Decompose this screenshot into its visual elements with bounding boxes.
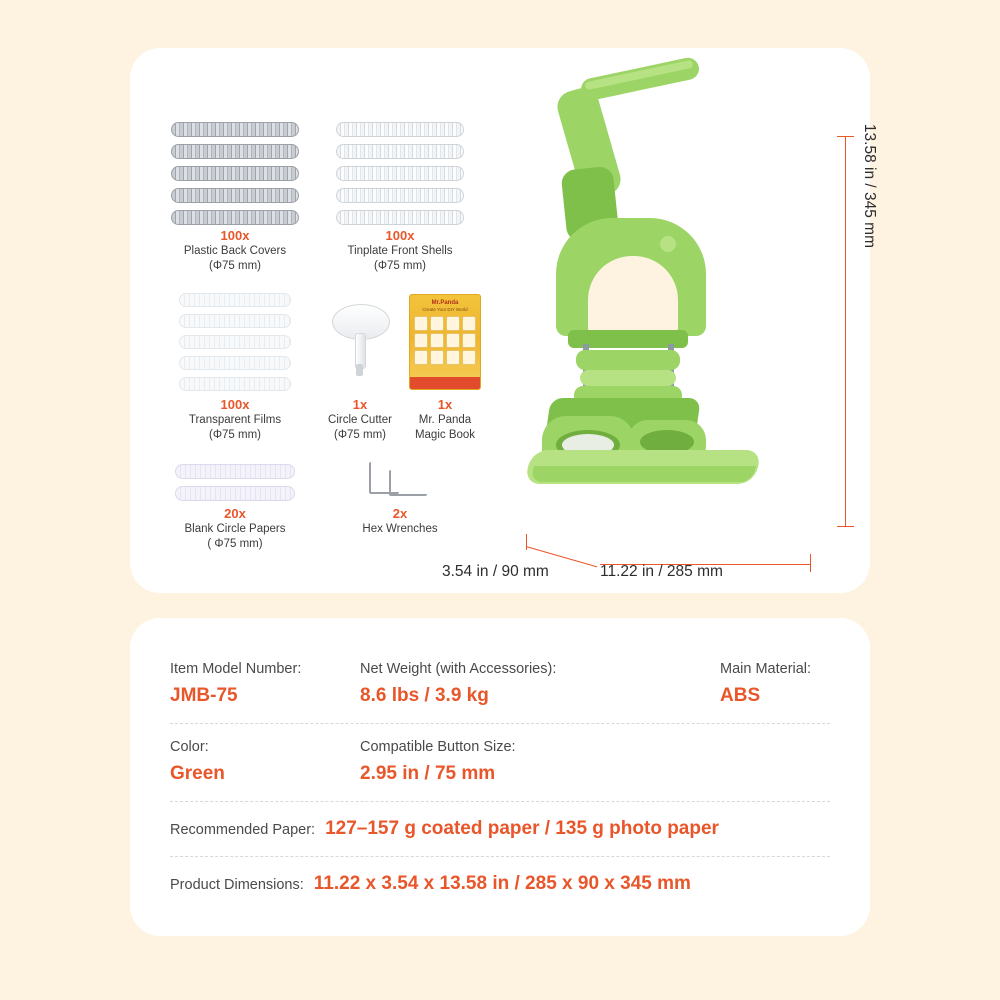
height-dimension-line [845,136,846,526]
spec-value: 127–157 g coated paper / 135 g photo paper [325,818,719,839]
spec-item-main-material [720,660,811,709]
depth-dimension-cap [526,534,527,550]
circle-cutter-icon [320,287,400,397]
accessory-name: Blank Circle Papers [184,523,286,535]
spec-item-model-number [170,660,360,709]
accessory-qty: 1x [352,397,368,412]
spec-row-1 [170,646,830,724]
magic-book-icon [400,287,490,397]
spec-row-2 [170,724,830,802]
spec-key: Main Material: [720,661,812,677]
spec-row-4 [170,857,830,911]
height-dimension-cap-bottom [837,526,854,527]
spec-item-color [170,738,360,787]
accessories-row-1 [150,118,510,273]
accessory-name: Hex Wrenches [362,523,438,535]
spec-item-recommended-paper [170,816,719,842]
accessory-name: Tinplate Front Shells [347,245,453,257]
accessory-qty: 2x [392,506,408,521]
spec-key: Item Model Number: [170,661,302,677]
specifications-card [130,618,870,936]
spec-row-3 [170,802,830,857]
product-overview-card [130,48,878,593]
accessory-qty: 20x [224,506,246,521]
spec-value: JMB-75 [170,685,238,706]
accessory-item-blank-papers [150,458,320,551]
accessory-qty: 100x [220,397,250,412]
accessory-qty: 100x [220,228,250,243]
accessories-row-2 [150,287,510,442]
accessory-item-back-covers [150,118,320,273]
spec-value: 2.95 in / 75 mm [360,763,496,784]
width-dimension-cap [810,554,811,572]
accessory-size: (Φ75 mm) [209,260,261,272]
disc-stack-light-icon [320,118,480,228]
accessory-item-magic-book [400,287,490,442]
spec-item-button-size [360,738,720,787]
accessory-size: Magic Book [414,429,476,441]
book-title: Mr.Panda [431,300,459,306]
accessory-name: Circle Cutter [328,414,392,426]
accessory-item-hex-wrenches [320,458,480,551]
accessory-size: (Φ75 mm) [374,260,426,272]
accessory-name: Transparent Films [188,414,282,426]
accessory-name: Mr. Panda [418,414,472,426]
accessory-size: ( Φ75 mm) [207,538,263,550]
spec-value: Green [170,763,225,784]
accessory-size: (Φ75 mm) [334,429,386,441]
spec-key: Product Dimensions: [170,876,304,893]
spec-item-net-weight [360,660,720,709]
height-dimension-label: 13.58 in / 345 mm [861,123,878,248]
accessory-name: Plastic Back Covers [183,245,287,257]
height-dimension-cap-top [837,136,854,137]
accessory-item-front-shells [320,118,480,273]
depth-dimension-label: 3.54 in / 90 mm [442,563,549,580]
spec-value: 11.22 x 3.54 x 13.58 in / 285 x 90 x 345 mm [313,873,691,894]
spec-value: 8.6 lbs / 3.9 kg [360,685,489,706]
accessory-qty: 1x [437,397,453,412]
film-stack-icon [150,287,320,397]
button-maker-machine-illustration [528,68,818,528]
accessories-row-3 [150,458,510,551]
spec-key: Compatible Button Size: [360,739,516,755]
accessories-group [150,118,510,557]
spec-key: Net Weight (with Accessories): [360,661,557,677]
spec-value: ABS [720,685,761,706]
book-subtitle: Create Your DIY World [422,307,468,312]
accessory-size: (Φ75 mm) [209,429,261,441]
paper-stack-icon [150,458,320,506]
accessory-item-films [150,287,320,442]
spec-key: Color: [170,739,209,755]
disc-stack-icon [150,118,320,228]
spec-key: Recommended Paper: [170,821,316,838]
spec-item-product-dimensions [170,871,691,897]
width-dimension-label: 11.22 in / 285 mm [600,563,723,580]
accessory-qty: 100x [385,228,415,243]
accessory-item-circle-cutter [320,287,400,442]
hex-wrench-icon [320,458,480,506]
